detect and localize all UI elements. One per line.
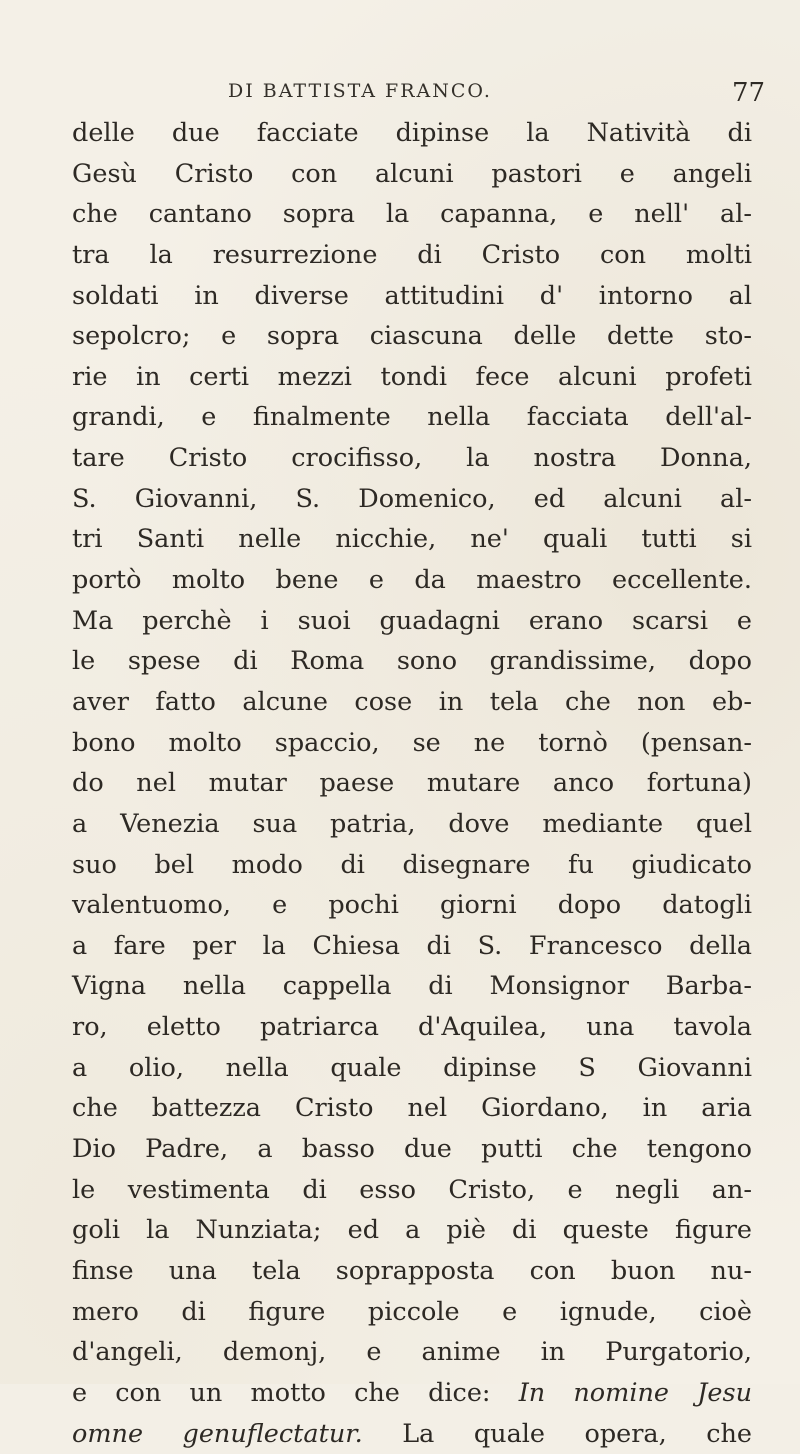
text-line: soldati in diverse attitudini d' intorno al	[72, 276, 752, 317]
text-line: delle due facciate dipinse la Natività di	[72, 113, 752, 154]
latin-quote: In nomine Jesu	[519, 1378, 752, 1408]
text-line: finse una tela soprapposta con buon nu-	[72, 1251, 752, 1292]
text-line: tra la resurrezione di Cristo con molti	[72, 235, 752, 276]
text-line: aver fatto alcune cose in tela che non eb-	[72, 682, 752, 723]
text-line: sepolcro; e sopra ciascuna delle dette sto-	[72, 316, 752, 357]
text-line: tare Cristo crocifisso, la nostra Donna,	[72, 438, 752, 479]
text-line: le spese di Roma sono grandissime, dopo	[72, 641, 752, 682]
page-number: 77	[732, 78, 765, 108]
text-line: tri Santi nelle nicchie, ne' quali tutti si	[72, 519, 752, 560]
text-line: a olio, nella quale dipinse S Giovanni	[72, 1048, 752, 1089]
text-line: mero di figure piccole e ignude, cioè	[72, 1292, 752, 1333]
text-line: d'angeli, demonj, e anime in Purgatorio,	[72, 1332, 752, 1373]
text-line: che cantano sopra la capanna, e nell' al-	[72, 194, 752, 235]
text-line: do nel mutar paese mutare anco fortuna)	[72, 763, 752, 804]
text-line: bono molto spaccio, se ne tornò (pensan-	[72, 723, 752, 764]
text-line: rie in certi mezzi tondi fece alcuni profeti	[72, 357, 752, 398]
text-segment: e con un motto che dice:	[72, 1378, 491, 1408]
text-line: che battezza Cristo nel Giordano, in aria	[72, 1088, 752, 1129]
text-line	[72, 1414, 752, 1454]
body-text	[72, 113, 752, 1454]
text-line: S. Giovanni, S. Domenico, ed alcuni al-	[72, 479, 752, 520]
page-header	[0, 78, 800, 108]
text-line: a Venezia sua patria, dove mediante quel	[72, 804, 752, 845]
text-line: goli la Nunziata; ed a piè di queste figure	[72, 1210, 752, 1251]
text-line: portò molto bene e da maestro eccellente.	[72, 560, 752, 601]
text-line: valentuomo, e pochi giorni dopo datogli	[72, 885, 752, 926]
text-line: Vigna nella cappella di Monsignor Barba-	[72, 966, 752, 1007]
text-line: Ma perchè i suoi guadagni erano scarsi e	[72, 601, 752, 642]
text-line: grandi, e finalmente nella facciata dell'al-	[72, 397, 752, 438]
text-line: Dio Padre, a basso due putti che tengono	[72, 1129, 752, 1170]
text-line: le vestimenta di esso Cristo, e negli an-	[72, 1170, 752, 1211]
text-line: Gesù Cristo con alcuni pastori e angeli	[72, 154, 752, 195]
text-line	[72, 1373, 752, 1414]
latin-quote: omne genuflectatur.	[72, 1419, 363, 1449]
text-line: ro, eletto patriarca d'Aquilea, una tavola	[72, 1007, 752, 1048]
text-line: a fare per la Chiesa di S. Francesco della	[72, 926, 752, 967]
text-segment: La quale opera, che	[402, 1419, 752, 1449]
text-line: suo bel modo di disegnare fu giudicato	[72, 845, 752, 886]
running-head: DI BATTISTA FRANCO.	[228, 80, 492, 102]
